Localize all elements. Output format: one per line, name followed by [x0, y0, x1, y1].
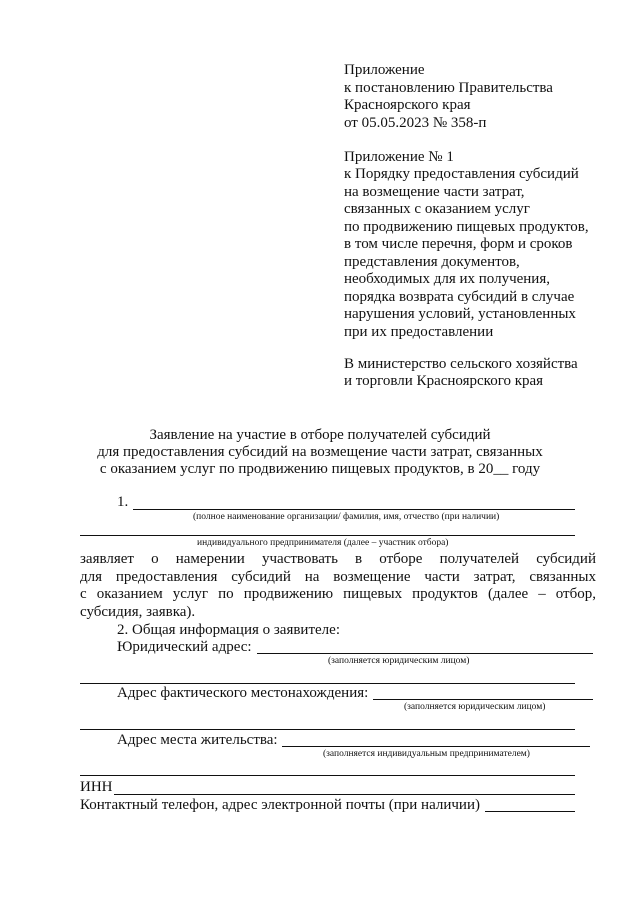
appendix-line: в том числе перечня, форм и сроков	[344, 236, 573, 252]
declaration-line: для предоставления субсидий на возмещение части затрат, связанных	[80, 569, 596, 585]
declaration-line: с оказанием услуг по продвижению пищевых продуктов (далее – отбор,	[80, 586, 596, 602]
org-name-hint: (полное наименование организации/ фамилия, имя, отчество (при наличии)	[193, 512, 500, 522]
actual-address-field[interactable]	[373, 699, 593, 700]
section-heading: 2. Общая информация о заявителе:	[117, 622, 340, 638]
approval-line: Приложение	[344, 62, 425, 78]
appendix-line: необходимых для их получения,	[344, 271, 550, 287]
actual-address-hint: (заполняется юридическим лицом)	[404, 702, 546, 712]
applicant-name-field[interactable]	[133, 509, 575, 510]
appendix-line: Приложение № 1	[344, 149, 454, 165]
inn-label: ИНН	[80, 779, 113, 795]
actual-address-label: Адрес фактического местонахождения:	[117, 685, 369, 701]
residence-field[interactable]	[282, 746, 590, 747]
appendix-line: нарушения условий, установленных	[344, 306, 576, 322]
approval-line: Красноярского края	[344, 97, 471, 113]
residence-field-continued[interactable]	[80, 775, 575, 776]
item-number: 1.	[117, 494, 129, 510]
declaration-line: субсидия, заявка).	[80, 604, 196, 620]
legal-address-field[interactable]	[257, 653, 593, 654]
residence-hint: (заполняется индивидуальным предпринимателем)	[323, 749, 530, 759]
applicant-name-field-continued[interactable]	[80, 535, 575, 536]
legal-address-field-continued[interactable]	[80, 683, 575, 684]
addressee-line: и торговли Красноярского края	[344, 373, 544, 389]
title-line: для предоставления субсидий на возмещение части затрат, связанных	[97, 444, 543, 460]
contacts-label: Контактный телефон, адрес электронной почты (при наличии)	[80, 797, 480, 813]
legal-address-hint: (заполняется юридическим лицом)	[328, 656, 470, 666]
approval-line: от 05.05.2023 № 358-п	[344, 115, 487, 131]
residence-label: Адрес места жительства:	[117, 732, 278, 748]
appendix-line: на возмещение части затрат,	[344, 184, 525, 200]
declaration-line: заявляет о намерении участвовать в отборе получателей субсидий	[80, 551, 596, 567]
appendix-line: по продвижению пищевых продуктов,	[344, 219, 589, 235]
legal-address-label: Юридический адрес:	[117, 639, 252, 655]
entrepreneur-hint: индивидуального предпринимателя (далее – участник отбора)	[197, 538, 449, 548]
appendix-line: связанных с оказанием услуг	[344, 201, 530, 217]
title-line: Заявление на участие в отборе получателей субсидий	[149, 427, 491, 443]
inn-field[interactable]	[114, 794, 575, 795]
appendix-line: представления документов,	[344, 254, 520, 270]
contacts-field[interactable]	[485, 811, 575, 812]
title-line: с оказанием услуг по продвижению пищевых продуктов, в 20__ году	[99, 461, 541, 477]
appendix-line: при их предоставлении	[344, 324, 494, 340]
appendix-line: к Порядку предоставления субсидий	[344, 166, 579, 182]
appendix-line: порядка возврата субсидий в случае	[344, 289, 575, 305]
approval-line: к постановлению Правительства	[344, 80, 553, 96]
addressee-line: В министерство сельского хозяйства	[344, 356, 578, 372]
actual-address-field-continued[interactable]	[80, 729, 575, 730]
